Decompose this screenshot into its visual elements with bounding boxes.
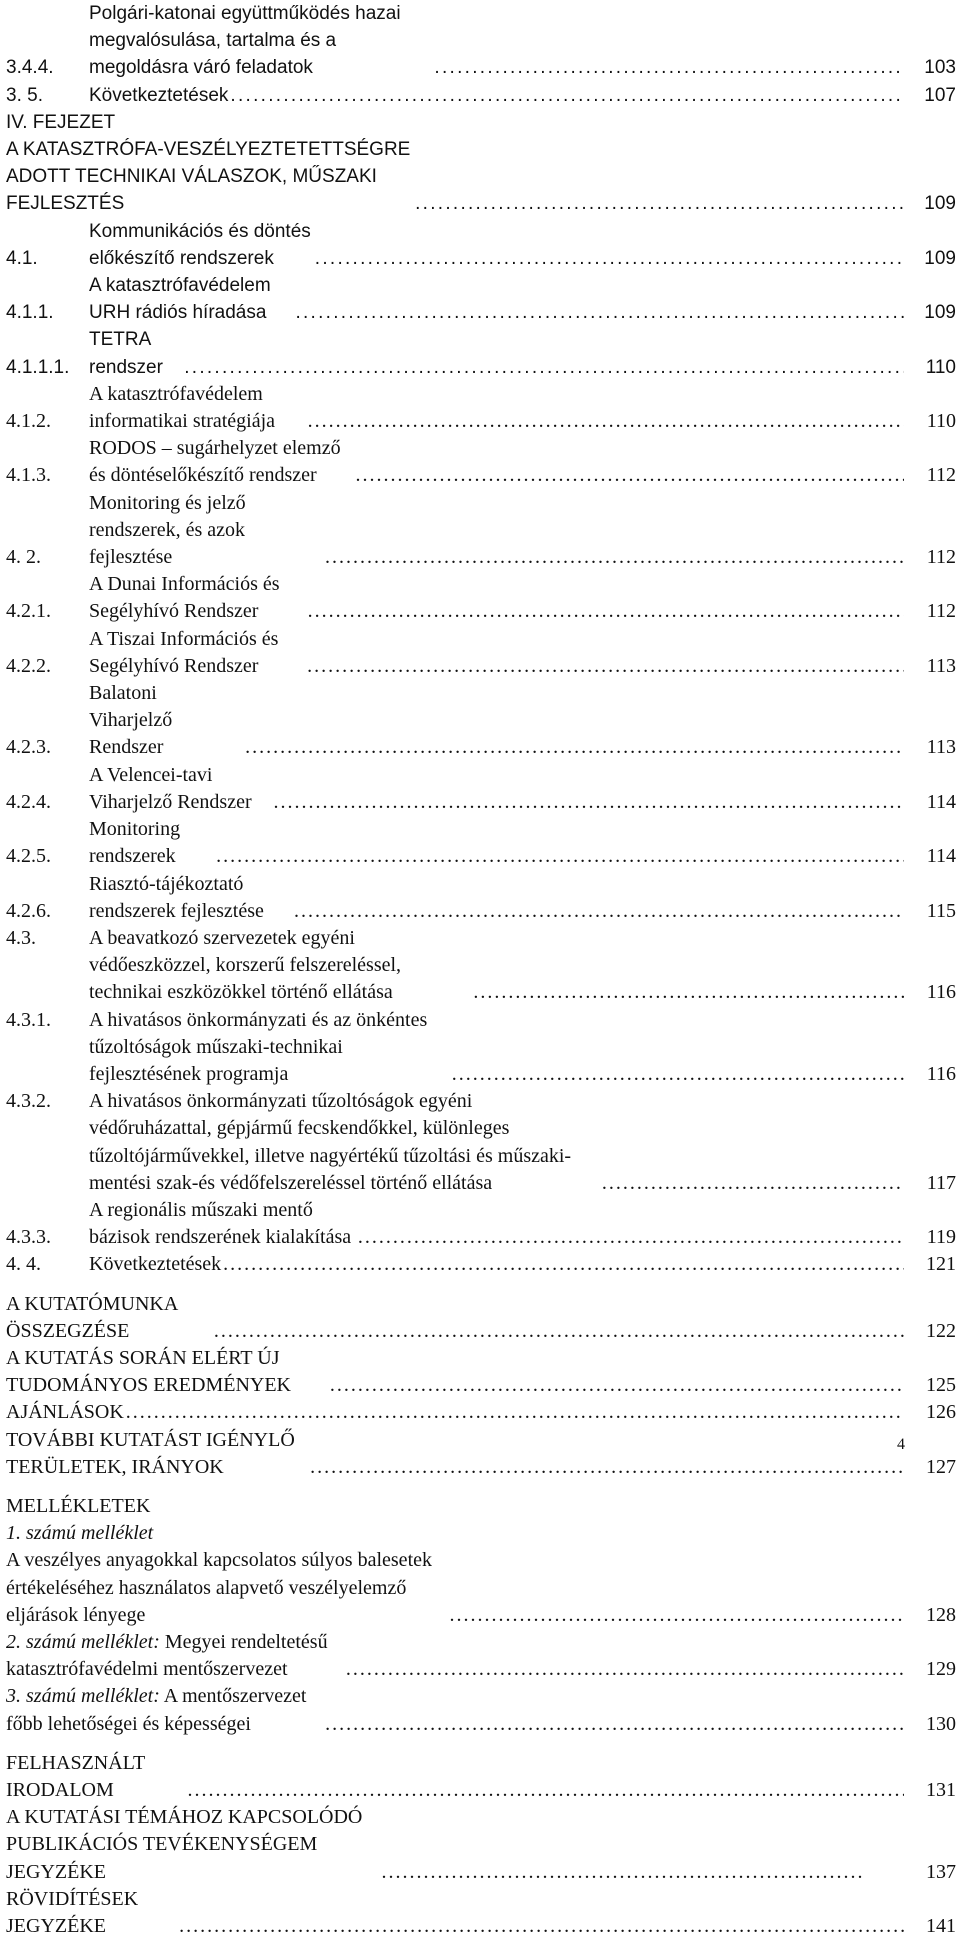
toc-entry-number: 3.4.4. (6, 57, 54, 79)
dot-leader (271, 789, 904, 816)
toc-entry-page: 109 (924, 302, 956, 324)
toc-entry-4-1-2[interactable] (6, 381, 956, 435)
toc-summary[interactable] (6, 1291, 956, 1345)
toc-entry-title: Kommunikációs és döntés előkészítő rendszerek (89, 220, 311, 269)
toc-entry-page: 127 (926, 1455, 956, 1478)
toc-entry-number: 4.1.2. (6, 410, 51, 433)
toc-entry-page: 129 (926, 1658, 956, 1681)
toc-entry-title: Monitoring rendszerek (89, 818, 181, 868)
toc-entry-4-3-2[interactable] (6, 1088, 956, 1197)
dot-leader (214, 843, 904, 870)
dot-leader (124, 1399, 904, 1426)
toc-entry-number: 4.1.1. (6, 302, 54, 324)
toc-appendix-3[interactable] (6, 1683, 956, 1737)
toc-entry-number: 4. 2. (6, 546, 41, 569)
toc-entry-page: 137 (926, 1860, 956, 1883)
toc-entry-page: 121 (926, 1253, 956, 1276)
toc-entry-page: 117 (926, 1171, 956, 1194)
page-number: 4 (897, 1436, 905, 1453)
appendices-heading: MELLÉKLETEK (6, 1494, 151, 1517)
dot-leader (212, 1318, 904, 1345)
toc-entry-title: A veszélyes anyagokkal kapcsolatos súlyos balesetek értékeléséhez használatos alapvető veszélyelemző eljárások lényege (6, 1549, 432, 1626)
toc-entry-page: 113 (926, 654, 956, 677)
toc-entry-page: 115 (926, 899, 956, 922)
dot-leader (308, 1454, 904, 1481)
toc-entry-title: Riasztó-tájékoztató rendszerek fejlesztése (89, 872, 264, 922)
toc-entry-4-1-1-1[interactable] (6, 326, 956, 380)
toc-entry-title: Monitoring és jelző rendszerek, és azok fejlesztése (89, 491, 246, 569)
toc-entry-title: TETRA rendszer (89, 329, 163, 378)
toc-recommendations[interactable] (6, 1399, 956, 1426)
toc-entry-title: RÖVIDÍTÉSEK JEGYZÉKE (6, 1887, 139, 1938)
toc-publications[interactable] (6, 1804, 956, 1886)
toc-entry-title: FELHASZNÁLT IRODALOM (6, 1751, 145, 1801)
toc-entry-3-4-4[interactable] (6, 0, 956, 82)
toc-entry-page: 141 (926, 1915, 956, 1938)
toc-entry-page: 116 (926, 981, 956, 1004)
dot-leader (228, 82, 904, 109)
table-of-contents (6, 0, 956, 1940)
appendix-3-label: 3. számú melléklet: (6, 1685, 160, 1708)
toc-entry-4-3[interactable] (6, 925, 956, 1007)
toc-entry-title: A KATASZTRÓFA-VESZÉLYEZTETETTSÉGRE ADOTT TECHNIKAI VÁLASZOK, MŰSZAKI FEJLESZTÉS (6, 139, 411, 215)
toc-entry-number: 4. 4. (6, 1253, 41, 1276)
toc-entry-4-1[interactable] (6, 218, 956, 272)
dot-leader (243, 734, 904, 761)
toc-entry-title: AJÁNLÁSOK (6, 1401, 124, 1424)
toc-entry-4-2-6[interactable] (6, 871, 956, 925)
dot-leader (353, 462, 904, 489)
toc-entry-title: A Velencei-tavi Viharjelző Rendszer (89, 763, 252, 813)
toc-entry-page: 125 (926, 1374, 956, 1397)
toc-entry-page: 112 (926, 464, 956, 487)
toc-entry-title: A hivatásos önkormányzati és az önkéntes tűzoltóságok műszaki-technikai fejlesztésének programja (89, 1008, 428, 1085)
toc-entry-page: 122 (926, 1319, 956, 1342)
toc-entry-title: A Dunai Információs és Segélyhívó Rendszer (89, 573, 280, 623)
toc-entry-page: 119 (926, 1226, 956, 1249)
chapter-label: IV. FEJEZET (6, 111, 116, 133)
toc-entry-4-1-1[interactable] (6, 272, 956, 326)
dot-leader (313, 245, 904, 272)
dot-leader (447, 1602, 904, 1629)
toc-entry-4-1-3[interactable] (6, 435, 956, 489)
dot-leader (221, 1251, 904, 1278)
toc-results[interactable] (6, 1345, 956, 1399)
toc-entry-number: 4.2.1. (6, 600, 51, 623)
toc-entry-page: 130 (926, 1712, 956, 1735)
toc-entry-page: 128 (926, 1603, 956, 1626)
toc-entry-page: 110 (925, 356, 956, 378)
toc-entry-title: A katasztrófavédelem URH rádiós híradása (89, 275, 271, 324)
toc-entry-4-2-1[interactable] (6, 571, 956, 625)
toc-entry-title: TOVÁBBI KUTATÁST IGÉNYLŐ TERÜLETEK, IRÁNYOK (6, 1428, 295, 1478)
dot-leader (600, 1170, 904, 1197)
toc-entry-title: Megyei rendeltetésű katasztrófavédelmi mentőszervezet (6, 1630, 328, 1681)
toc-entry-page: 110 (926, 410, 956, 433)
dot-leader (380, 1859, 864, 1886)
toc-entry-page: 126 (926, 1401, 956, 1424)
toc-entry-title: Következtetések (89, 84, 229, 106)
toc-entry-4-3-1[interactable] (6, 1007, 956, 1089)
dot-leader (471, 979, 904, 1006)
dot-leader (356, 1224, 904, 1251)
toc-entry-4-3-3[interactable] (6, 1197, 956, 1251)
toc-chapter-4-title[interactable] (6, 136, 956, 218)
dot-leader (323, 544, 904, 571)
dot-leader (323, 1711, 904, 1738)
toc-entry-4-4[interactable] (6, 1251, 956, 1278)
toc-literature[interactable] (6, 1750, 956, 1804)
dot-leader (306, 408, 904, 435)
toc-entry-title: A KUTATÁSI TÉMÁHOZ KAPCSOLÓDÓ PUBLIKÁCIÓS TEVÉKENYSÉGEM JEGYZÉKE (6, 1806, 363, 1883)
toc-entry-title: A KUTATÓMUNKA ÖSSZEGZÉSE (6, 1292, 178, 1342)
toc-entry-title: A Tiszai Információs és Segélyhívó Rendszer (89, 627, 279, 677)
toc-entry-title: A mentőszervezet főbb lehetőségei és képességei (6, 1685, 307, 1735)
appendix-2-label: 2. számú melléklet: (6, 1630, 160, 1653)
toc-entry-4-2-3[interactable] (6, 680, 956, 762)
toc-entry-number: 4.2.2. (6, 654, 51, 677)
toc-entry-page: 109 (924, 247, 956, 269)
toc-entry-title: A KUTATÁS SORÁN ELÉRT ÚJ TUDOMÁNYOS EREDMÉNYEK (6, 1346, 291, 1397)
toc-entry-page: 103 (924, 57, 956, 79)
toc-entry-page: 112 (926, 546, 956, 569)
dot-leader (413, 190, 904, 217)
toc-appendix-1[interactable] (6, 1547, 956, 1629)
dot-leader (306, 598, 904, 625)
toc-entry-number: 4.1. (6, 247, 38, 269)
toc-entry-page: 112 (926, 600, 956, 623)
dot-leader (177, 1913, 904, 1940)
toc-entry-page: 116 (926, 1062, 956, 1085)
toc-entry-number: 4.2.5. (6, 845, 51, 868)
dot-leader (182, 354, 904, 381)
toc-entry-title: Balatoni Viharjelző Rendszer (89, 682, 173, 759)
toc-entry-4-2-2[interactable] (6, 626, 956, 680)
toc-entry-number: 4.3. (6, 926, 36, 949)
toc-entry-page: 109 (924, 193, 956, 215)
toc-entry-page: 114 (926, 790, 956, 813)
toc-entry-4-2[interactable] (6, 490, 956, 572)
dot-leader (186, 1777, 904, 1804)
toc-entry-title: A katasztrófavédelem informatikai stratégiája (89, 382, 276, 433)
toc-entry-page: 107 (924, 84, 956, 106)
toc-entry-title: A hivatásos önkormányzati tűzoltóságok egyéni védőruházattal, gépjármű fecskendőkkel, különleges tűzoltójárművekkel, illetve nagyértékű tűzoltási és műszaki-mentési szak-és védőfelszereléssel történő ellátása (89, 1090, 572, 1194)
toc-entry-4-2-4[interactable] (6, 762, 956, 816)
toc-entry-title: Következtetések (89, 1253, 222, 1276)
dot-leader (293, 299, 904, 326)
toc-abbreviations[interactable] (6, 1886, 956, 1940)
toc-entry-page: 114 (926, 845, 956, 868)
dot-leader (432, 54, 904, 81)
toc-further-research[interactable] (6, 1427, 956, 1481)
toc-entry-number: 3. 5. (6, 84, 43, 106)
dot-leader (305, 653, 904, 680)
appendix-1-label: 1. számú melléklet (6, 1522, 154, 1545)
toc-entry-title: A beavatkozó szervezetek egyéni védőeszközzel, korszerű felszereléssel, technikai eszközökkel történő ellátása (89, 926, 402, 1004)
dot-leader (344, 1656, 904, 1683)
toc-entry-number: 4.3.1. (6, 1008, 51, 1031)
toc-entry-title: RODOS – sugárhelyzet elemző és döntéselőkészítő rendszer (89, 437, 341, 487)
toc-entry-page: 113 (926, 736, 956, 759)
toc-entry-number: 4.3.3. (6, 1226, 51, 1249)
dot-leader (292, 898, 904, 925)
toc-entry-number: 4.3.2. (6, 1090, 51, 1113)
toc-entry-number: 4.2.6. (6, 899, 51, 922)
toc-entry-number: 4.1.3. (6, 464, 51, 487)
toc-entry-title: Polgári-katonai együttműködés hazai megvalósulása, tartalma és a megoldásra váró feladatok (89, 3, 401, 79)
toc-entry-number: 4.1.1.1. (6, 356, 70, 378)
toc-appendix-2[interactable] (6, 1629, 956, 1683)
toc-entry-page: 131 (926, 1779, 956, 1801)
toc-entry-number: 4.2.4. (6, 790, 51, 813)
dot-leader (450, 1061, 904, 1088)
dot-leader (328, 1372, 904, 1399)
toc-entry-3-5[interactable] (6, 82, 956, 109)
toc-entry-4-2-5[interactable] (6, 816, 956, 870)
toc-entry-title: A regionális műszaki mentő bázisok rendszerének kialakítása (89, 1198, 352, 1249)
toc-entry-number: 4.2.3. (6, 736, 51, 759)
